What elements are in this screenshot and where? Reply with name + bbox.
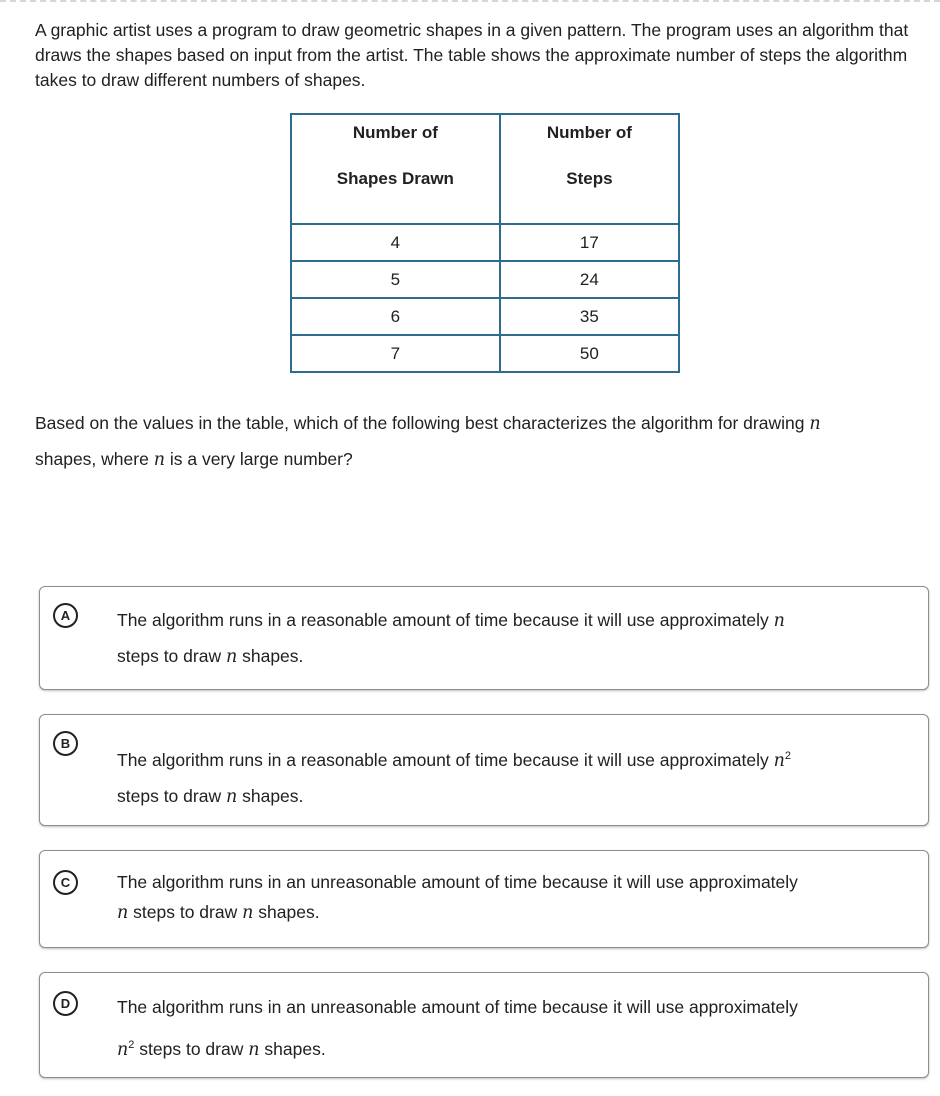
choice-a-text: The algorithm runs in a reasonable amount of time because it will use approximately n steps to draw n shapes.: [117, 610, 785, 667]
table-cell: 5: [291, 261, 500, 298]
choice-b-text: The algorithm runs in a reasonable amount of time because it will use approximately $n^2$ steps to draw n shapes.: [117, 749, 792, 807]
table-row: [291, 298, 679, 335]
table-row: [291, 335, 679, 372]
choice-d[interactable]: [39, 972, 929, 1078]
table-row: [291, 224, 679, 261]
choice-d-text: The algorithm runs in an unreasonable amount of time because it will use approximately $n^2$ steps to draw n shapes.: [117, 997, 798, 1060]
table-cell: 17: [500, 224, 679, 261]
header-shapes-drawn: Number of Shapes Drawn: [291, 114, 500, 224]
table-cell: 24: [500, 261, 679, 298]
top-divider: [0, 0, 940, 2]
choice-c-text: The algorithm runs in an unreasonable amount of time because it will use approximately n steps to draw n shapes.: [117, 872, 798, 923]
table-cell: 35: [500, 298, 679, 335]
choice-d-letter-badge: D: [53, 991, 78, 1016]
table-cell: 6: [291, 298, 500, 335]
table-cell: 4: [291, 224, 500, 261]
choice-c-letter-badge: C: [53, 870, 78, 895]
choice-a-letter-badge: A: [53, 603, 78, 628]
header-steps: Number of Steps: [500, 114, 679, 224]
data-table: [290, 113, 680, 373]
choice-b[interactable]: [39, 714, 929, 826]
choice-c[interactable]: [39, 850, 929, 948]
table-header-row: [291, 114, 679, 224]
choice-a[interactable]: [39, 586, 929, 690]
table-cell: 7: [291, 335, 500, 372]
question-text: Based on the values in the table, which of the following best characterizes the algorithm for drawing n shapes, where n is a very large number?: [35, 413, 821, 470]
table-cell: 50: [500, 335, 679, 372]
choice-b-letter-badge: B: [53, 731, 78, 756]
intro-text: A graphic artist uses a program to draw geometric shapes in a given pattern. The program uses an algorithm that draws the shapes based on input from the artist. The table shows the approximate number of steps the algorithm takes to draw different numbers of shapes.: [35, 20, 909, 90]
table-row: [291, 261, 679, 298]
